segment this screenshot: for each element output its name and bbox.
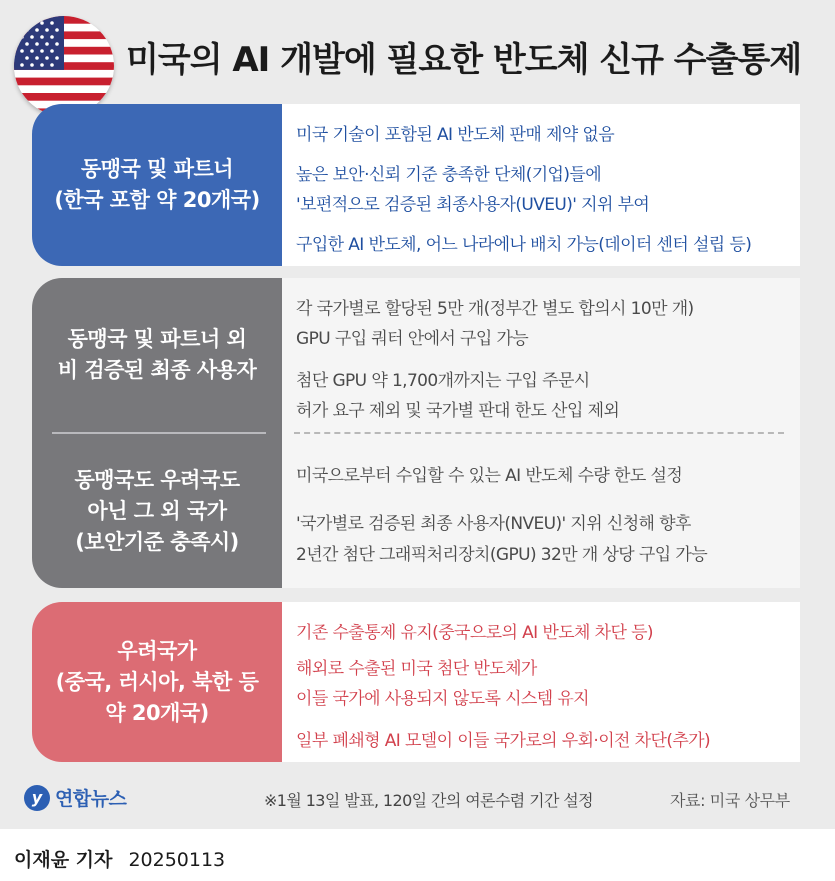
- category-label-line: 동맹국 및 파트너 외: [67, 327, 247, 351]
- detail-line: 미국으로부터 수입할 수 있는 AI 반도체 수량 한도 설정: [296, 466, 683, 486]
- category-label-line: 동맹국도 우려국도: [74, 467, 240, 492]
- category-label-allies: [32, 104, 282, 266]
- yonhap-logo-text: 연합뉴스: [55, 788, 127, 810]
- detail-line: 해외로 수출된 미국 첨단 반도체가: [296, 659, 537, 679]
- detail-line: 이들 국가에 사용되지 않도록 시스템 유지: [296, 689, 589, 709]
- detail-line: 허가 요구 제외 및 국가별 판대 한도 산입 제외: [296, 401, 620, 421]
- us-flag-icon: [14, 16, 114, 116]
- detail-line: 일부 폐쇄형 AI 모델이 이들 국가로의 우회·이전 차단(추가): [296, 731, 711, 751]
- detail-line: 첨단 GPU 약 1,700개까지는 구입 주문시: [296, 371, 590, 391]
- category-label-line: 아닌 그 외 국가: [87, 498, 227, 523]
- dashed-divider: [294, 432, 784, 434]
- detail-line: 기존 수출통제 유지(중국으로의 AI 반도체 차단 등): [296, 623, 653, 643]
- page-title: 미국의 AI 개발에 필요한 반도체 신규 수출통제: [126, 40, 802, 80]
- category-label-line: (중국, 러시아, 북한 등: [55, 669, 259, 694]
- category-label-non-verified: [32, 278, 282, 432]
- source-credit: 자료: 미국 상무부: [670, 791, 790, 810]
- category-label-other-countries: [32, 434, 282, 588]
- category-detail-concern-countries: [282, 602, 800, 762]
- category-detail-gray-group: [282, 278, 800, 588]
- footnote: ※1월 13일 발표, 120일 간의 여론수렴 기간 설정: [264, 791, 594, 810]
- detail-line: 높은 보안·신뢰 기준 충족한 단체(기업)들에: [296, 165, 602, 185]
- detail-line: 구입한 AI 반도체, 어느 나라에나 배치 가능(데이터 센터 설립 등): [296, 235, 752, 255]
- detail-line: 각 국가별로 할당된 5만 개(정부간 별도 합의시 10만 개): [296, 299, 694, 319]
- category-label-line: 동맹국 및 파트너: [80, 157, 234, 181]
- category-label-line: 우려국가: [117, 638, 197, 663]
- yonhap-logo-icon: y: [24, 785, 50, 811]
- category-label-concern-countries: [32, 602, 282, 762]
- category-label-line: (한국 포함 약 20개국): [54, 188, 260, 212]
- detail-line: '보편적으로 검증된 최종사용자(UVEU)' 지위 부여: [296, 195, 650, 215]
- publish-date: 20250113: [128, 849, 226, 871]
- category-label-line: 비 검증된 최종 사용자: [57, 358, 257, 382]
- reporter-name: 이재윤 기자: [14, 849, 113, 871]
- category-label-line: 약 20개국): [105, 700, 209, 725]
- detail-line: '국가별로 검증된 최종 사용자(NVEU)' 지위 신청해 향후: [296, 514, 691, 534]
- detail-line: 2년간 첨단 그래픽처리장치(GPU) 32만 개 상당 구입 가능: [296, 545, 708, 565]
- detail-line: 미국 기술이 포함된 AI 반도체 판매 제약 없음: [296, 125, 615, 145]
- byline: [14, 845, 225, 872]
- category-detail-allies: [282, 104, 800, 266]
- yonhap-logo: [24, 784, 126, 811]
- category-label-line: (보안기준 충족시): [75, 529, 239, 554]
- detail-line: GPU 구입 쿼터 안에서 구입 가능: [296, 329, 529, 349]
